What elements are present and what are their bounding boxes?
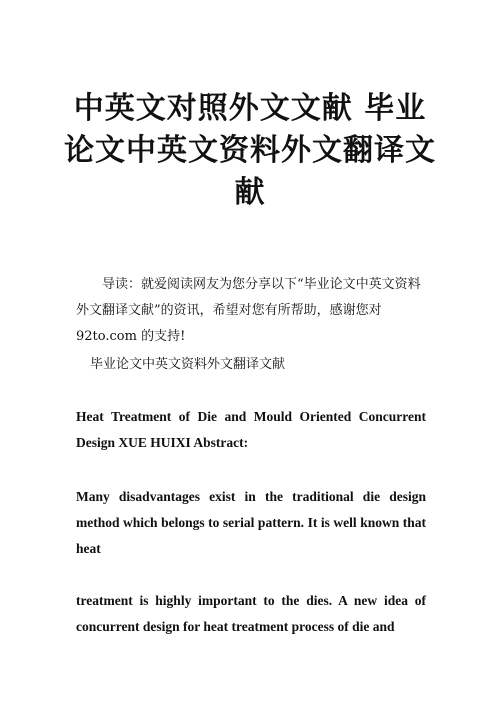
english-body-paragraph: treatment is highly important to the dies. A new idea of concurrent design for heat treatment process of die and: [76, 593, 426, 634]
intro-paragraph: 导读：就爱阅读网友为您分享以下“毕业论文中英文资料外文翻译文献”的资讯，希望对您有所帮助，感谢您对92to.com 的支持!: [76, 277, 421, 344]
english-body-paragraph: Many disadvantages exist in the traditional die design method which belongs to serial pattern. It is well known that heat: [76, 489, 426, 556]
document-subtitle: 毕业论文中英文资料外文翻译文献: [90, 357, 286, 372]
document-title: 中英文对照外文文献 毕业论文中英文资料外文翻译文献: [64, 91, 436, 210]
english-title-paragraph: Heat Treatment of Die and Mould Oriented Concurrent Design XUE HUIXI Abstract:: [76, 409, 426, 450]
